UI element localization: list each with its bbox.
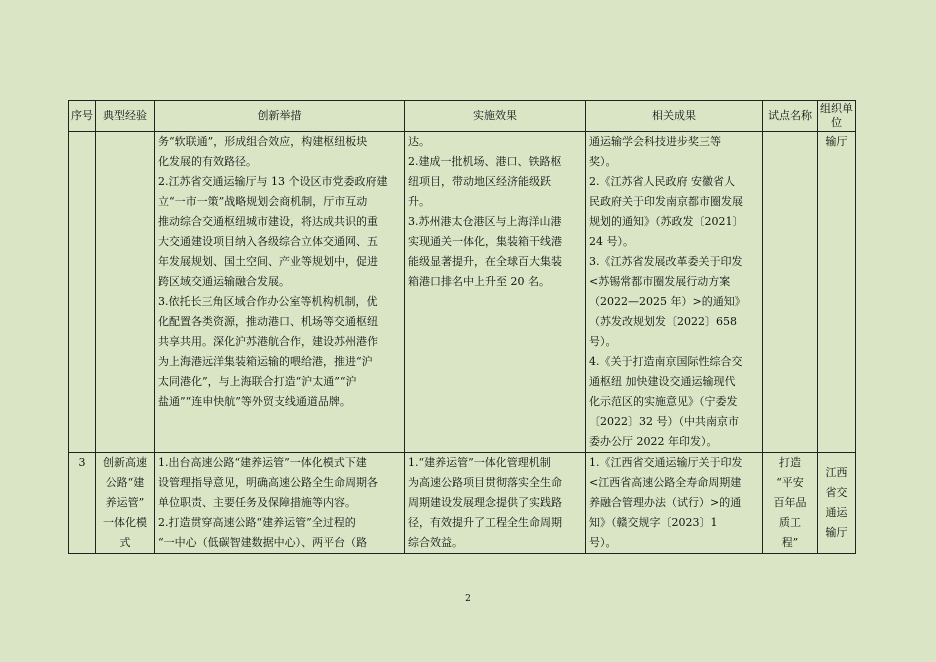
header-effects xyxy=(405,101,586,132)
cell-results xyxy=(586,132,763,453)
text-line: 径，有效提升了工程全生命周期 xyxy=(408,516,562,529)
text-line: 2.《江苏省人民政府 安徽省人 xyxy=(589,175,735,188)
text-line: 化配置各类资源，推动港口、机场等交通枢纽 xyxy=(158,315,378,328)
text-line: 2.江苏省交通运输厅与 13 个设区市党委政府建 xyxy=(158,175,388,188)
text-line: 3.《江苏省发展改革委关于印发 xyxy=(589,255,743,268)
text-line: 养融合管理办法（试行）>的通 xyxy=(589,496,742,509)
text-line: 共享共用。深化沪苏港航合作，建设苏州港作 xyxy=(158,335,378,348)
text-line: “平安 xyxy=(776,476,804,489)
text-line: 程” xyxy=(781,536,799,549)
header-effects-label: 实施效果 xyxy=(473,109,517,122)
text-line: 立“一市一策”战略规划会商机制，厅市互动 xyxy=(158,195,368,208)
text-line: 1.“建养运管”一体化管理机制 xyxy=(408,456,551,469)
text-line: （苏发改规划发〔2022〕658 xyxy=(589,315,737,328)
text-line: 大交通建设项目纳入各级综合立体交通网、五 xyxy=(158,235,378,248)
text-line: 推动综合交通枢纽城市建设，将达成共识的重 xyxy=(158,215,378,228)
text-line: 单位职责、主要任务及保障措施等内容。 xyxy=(158,496,356,509)
text-line: 1.《江西省交通运输厅关于印发 xyxy=(589,456,743,469)
cell-experience xyxy=(96,132,155,453)
text-line: 升。 xyxy=(408,195,430,208)
text-line: 江西 xyxy=(825,466,848,479)
cell-results xyxy=(586,453,763,554)
text-line: 年发展规划、国土空间、产业等规划中，促进 xyxy=(158,255,378,268)
text-line: 通运输学会科技进步奖三等 xyxy=(589,135,721,148)
text-line: 能级显著提升，在全球百大集装 xyxy=(408,255,562,268)
text-line: 1.出台高速公路“建养运管”一体化模式下建 xyxy=(158,456,367,469)
text-line: 规划的通知》（苏政发〔2021〕 xyxy=(589,215,744,228)
text-line: 创新高速 xyxy=(103,456,147,469)
header-no-label: 序号 xyxy=(71,109,93,122)
text-line: 省交 xyxy=(825,486,848,499)
text-line: 综合效益。 xyxy=(408,536,463,549)
text-line: 达。 xyxy=(408,135,430,148)
row-number: 3 xyxy=(78,456,86,469)
text-line: 公路“建 xyxy=(105,476,145,489)
text-line: 化示范区的实施意见》（宁委发 xyxy=(589,395,738,408)
text-line: 设管理指导意见，明确高速公路全生命周期各 xyxy=(158,476,378,489)
text-line: 打造 xyxy=(779,456,801,469)
text-line: 3.苏州港太仓港区与上海洋山港 xyxy=(408,215,562,228)
cell-measures xyxy=(155,132,405,453)
text-line: 质工 xyxy=(779,516,801,529)
header-results-label: 相关成果 xyxy=(652,109,696,122)
text-line: 太同港化”，与上海联合打造“沪太通”“沪 xyxy=(158,375,357,388)
text-line: <江西省高速公路全寿命周期建 xyxy=(589,476,742,489)
text-line: 盐通”“连申快航”等外贸支线通道品牌。 xyxy=(158,395,351,408)
text-line: 委办公厅 2022 年印发）。 xyxy=(589,435,718,448)
table-row xyxy=(69,132,856,453)
text-line: 4.《关于打造南京国际性综合交 xyxy=(589,355,743,368)
text-line: 为上海港远洋集装箱运输的喂给港，推进“沪 xyxy=(158,355,373,368)
text-line: 通运 xyxy=(825,506,848,519)
text-line: 为高速公路项目贯彻落实全生命 xyxy=(408,476,562,489)
cell-effects xyxy=(405,132,586,453)
text-line: 纽项目，带动地区经济能级跃 xyxy=(408,175,551,188)
text-line: 2.建成一批机场、港口、铁路枢 xyxy=(408,155,562,168)
text-line: 化发展的有效路径。 xyxy=(158,155,257,168)
text-line: 百年品 xyxy=(773,496,807,509)
cell-no xyxy=(69,453,96,554)
text-line: 通枢纽 加快建设交通运输现代 xyxy=(589,375,736,388)
text-line: 箱港口排名中上升至 20 名。 xyxy=(408,275,550,288)
text-line: 输厅 xyxy=(825,135,848,148)
header-pilot-label: 试点名称 xyxy=(768,109,812,122)
text-line: 〔2022〕32 号）（中共南京市 xyxy=(589,415,739,428)
header-no xyxy=(69,101,96,132)
text-line: 号）。 xyxy=(589,335,617,348)
header-org xyxy=(818,101,856,132)
text-line: 周期建设发展理念提供了实践路 xyxy=(408,496,562,509)
text-line: 跨区域交通运输融合发展。 xyxy=(158,275,290,288)
header-experience xyxy=(96,101,155,132)
text-line: 号）。 xyxy=(589,536,617,549)
text-line: <苏锡常都市圈发展行动方案 xyxy=(589,275,731,288)
header-org-label: 组织单位 xyxy=(820,102,853,129)
table-header-row xyxy=(69,101,856,132)
experience-table xyxy=(68,100,856,554)
cell-org xyxy=(818,132,856,453)
text-line: 式 xyxy=(119,536,131,549)
page-number: 2 xyxy=(465,594,471,604)
text-line: 2.打造贯穿高速公路“建养运管”全过程的 xyxy=(158,516,356,529)
header-measures xyxy=(155,101,405,132)
text-line: 3.依托长三角区域合作办公室等机构机制，优 xyxy=(158,295,378,308)
cell-no xyxy=(69,132,96,453)
header-measures-label: 创新举措 xyxy=(257,109,302,122)
text-line: 实现通关一体化，集装箱干线港 xyxy=(408,235,562,248)
text-line: （2022—2025 年）>的通知》 xyxy=(589,295,746,308)
text-line: “一中心（低碳智建数据中心）、两平台（路 xyxy=(158,536,368,549)
text-line: 24 号）。 xyxy=(589,235,634,248)
cell-effects xyxy=(405,453,586,554)
text-line: 民政府关于印发南京都市圈发展 xyxy=(589,195,743,208)
cell-pilot xyxy=(763,453,818,554)
text-line: 奖）。 xyxy=(589,155,617,168)
header-pilot xyxy=(763,101,818,132)
text-line: 务“软联通”，形成组合效应，构建枢纽板块 xyxy=(158,135,368,148)
text-line: 养运管” xyxy=(105,496,145,509)
table-row xyxy=(69,453,856,554)
header-experience-label: 典型经验 xyxy=(103,109,147,122)
cell-experience xyxy=(96,453,155,554)
cell-pilot xyxy=(763,132,818,453)
text-line: 输厅 xyxy=(825,526,848,539)
cell-org xyxy=(818,453,856,554)
text-line: 知》（赣交规字〔2023〕1 xyxy=(589,516,718,529)
cell-measures xyxy=(155,453,405,554)
header-results xyxy=(586,101,763,132)
text-line: 一体化模 xyxy=(103,516,147,529)
